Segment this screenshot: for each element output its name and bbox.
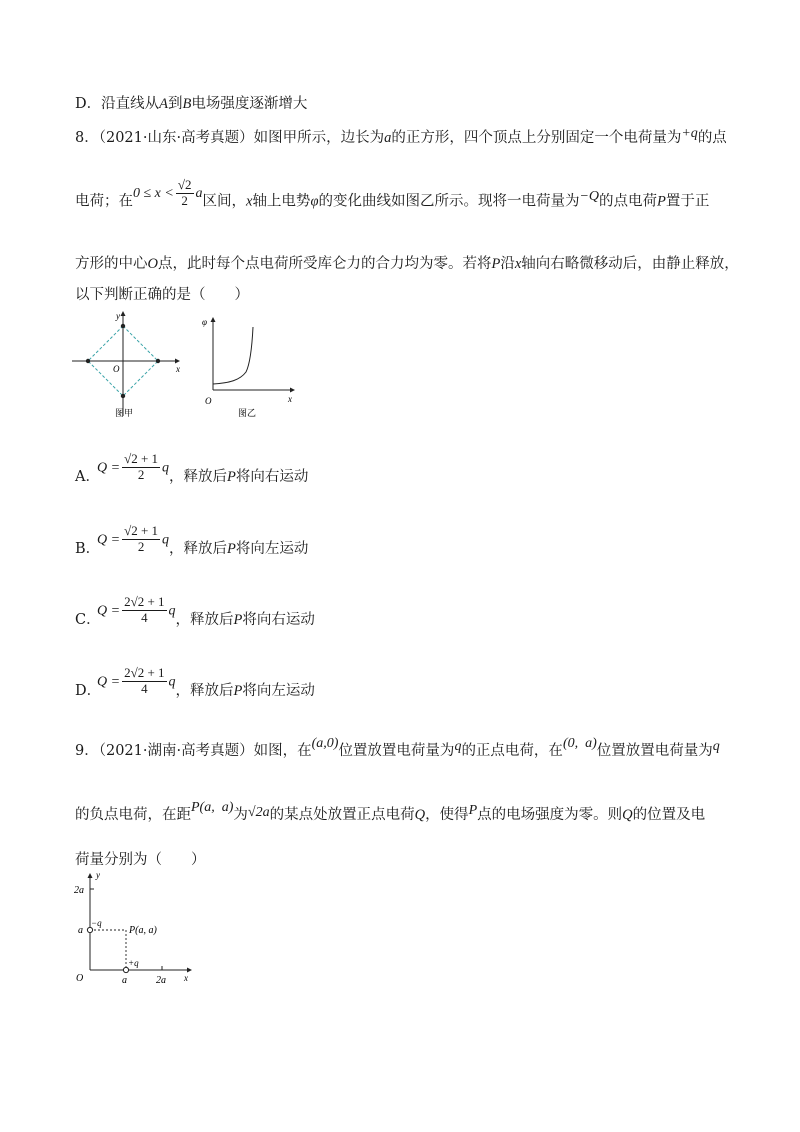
q8-figure-yi <box>200 312 300 420</box>
q8-line-1: 8．（2021·山东·高考真题）如图甲所示，边长为a的正方形，四个顶点上分别固定一个电荷量为+q的点 <box>75 126 727 146</box>
q9-fig-a-y: a <box>78 925 83 936</box>
prev-option-d: D．沿直线从A到B电场强度逐渐增大 <box>75 96 308 112</box>
fig2-phi-label: φ <box>202 317 207 327</box>
q8-line-4: 以下判断正确的是（ ） <box>75 287 249 303</box>
q9-fig-y-label: y <box>96 870 100 880</box>
q9-line-1: 9．（2021·湖南·高考真题）如图，在(a,0)位置放置电荷量为q的正点电荷，在(0, a)位置放置电荷量为q <box>75 736 720 759</box>
q8-option-c[interactable]: C．Q = $\frac{2√2 + 1}{4}$ q，释放后P将向右运动 <box>75 594 315 629</box>
q9-number: 9． <box>75 743 99 759</box>
q8-option-a[interactable]: A．Q = $\frac{√2 + 1}{2}$ q，释放后P将向右运动 <box>75 451 309 486</box>
q9-fig-a-x: a <box>122 975 127 986</box>
fig2-caption: 图乙 <box>238 408 257 418</box>
q9-line-3: 荷量分别为（ ） <box>75 852 206 868</box>
q9-fig-point-p: P(a, a) <box>129 925 157 936</box>
q9-line-2: 的负点电荷，在距P(a, a)为√2a的某点处放置正点电荷Q，使得P点的电场强度为零。则Q的位置及电 <box>75 800 706 823</box>
q9-fig-2a-y: 2a <box>74 885 84 896</box>
q9-fig-neg-q: −q <box>91 918 102 928</box>
q9-source: （2021·湖南·高考真题） <box>98 743 254 759</box>
q8-line-2: 电荷；在0 ≤ x < $\frac{√2}{2}$ a区间，x轴上电势φ的变化曲线如图乙所示。现将一电荷量为−Q的点电荷P置于正 <box>75 177 710 210</box>
fig2-origin-label: O <box>205 396 212 406</box>
q8-source: （2021·山东·高考真题） <box>98 130 254 146</box>
q9-figure <box>72 870 202 990</box>
q9-fig-pos-q: +q <box>128 958 139 968</box>
q8-option-d[interactable]: D．Q = $\frac{2√2 + 1}{4}$ q，释放后P将向左运动 <box>75 665 315 700</box>
q9-fig-2a-x: 2a <box>156 975 166 986</box>
q9-fig-origin-label: O <box>76 973 84 984</box>
fig2-x-label: x <box>288 394 292 404</box>
q9-fig-x-label: x <box>184 973 188 983</box>
fig1-x-label: x <box>176 364 180 374</box>
fig1-caption: 图甲 <box>115 408 134 418</box>
q8-option-b[interactable]: B．Q = $\frac{√2 + 1}{2}$ q，释放后P将向左运动 <box>75 523 309 558</box>
q8-line-3: 方形的中心O点，此时每个点电荷所受库仑力的合力均为零。若将P沿x轴向右略微移动后，由静止释放， <box>75 256 739 272</box>
q8-range-fraction: $\frac{√2}{2}$ <box>177 177 192 208</box>
fig1-y-label: y <box>116 311 120 321</box>
fig1-origin-label: O <box>113 364 120 374</box>
q8-figure-jia <box>70 308 185 420</box>
q8-number: 8． <box>75 130 99 146</box>
